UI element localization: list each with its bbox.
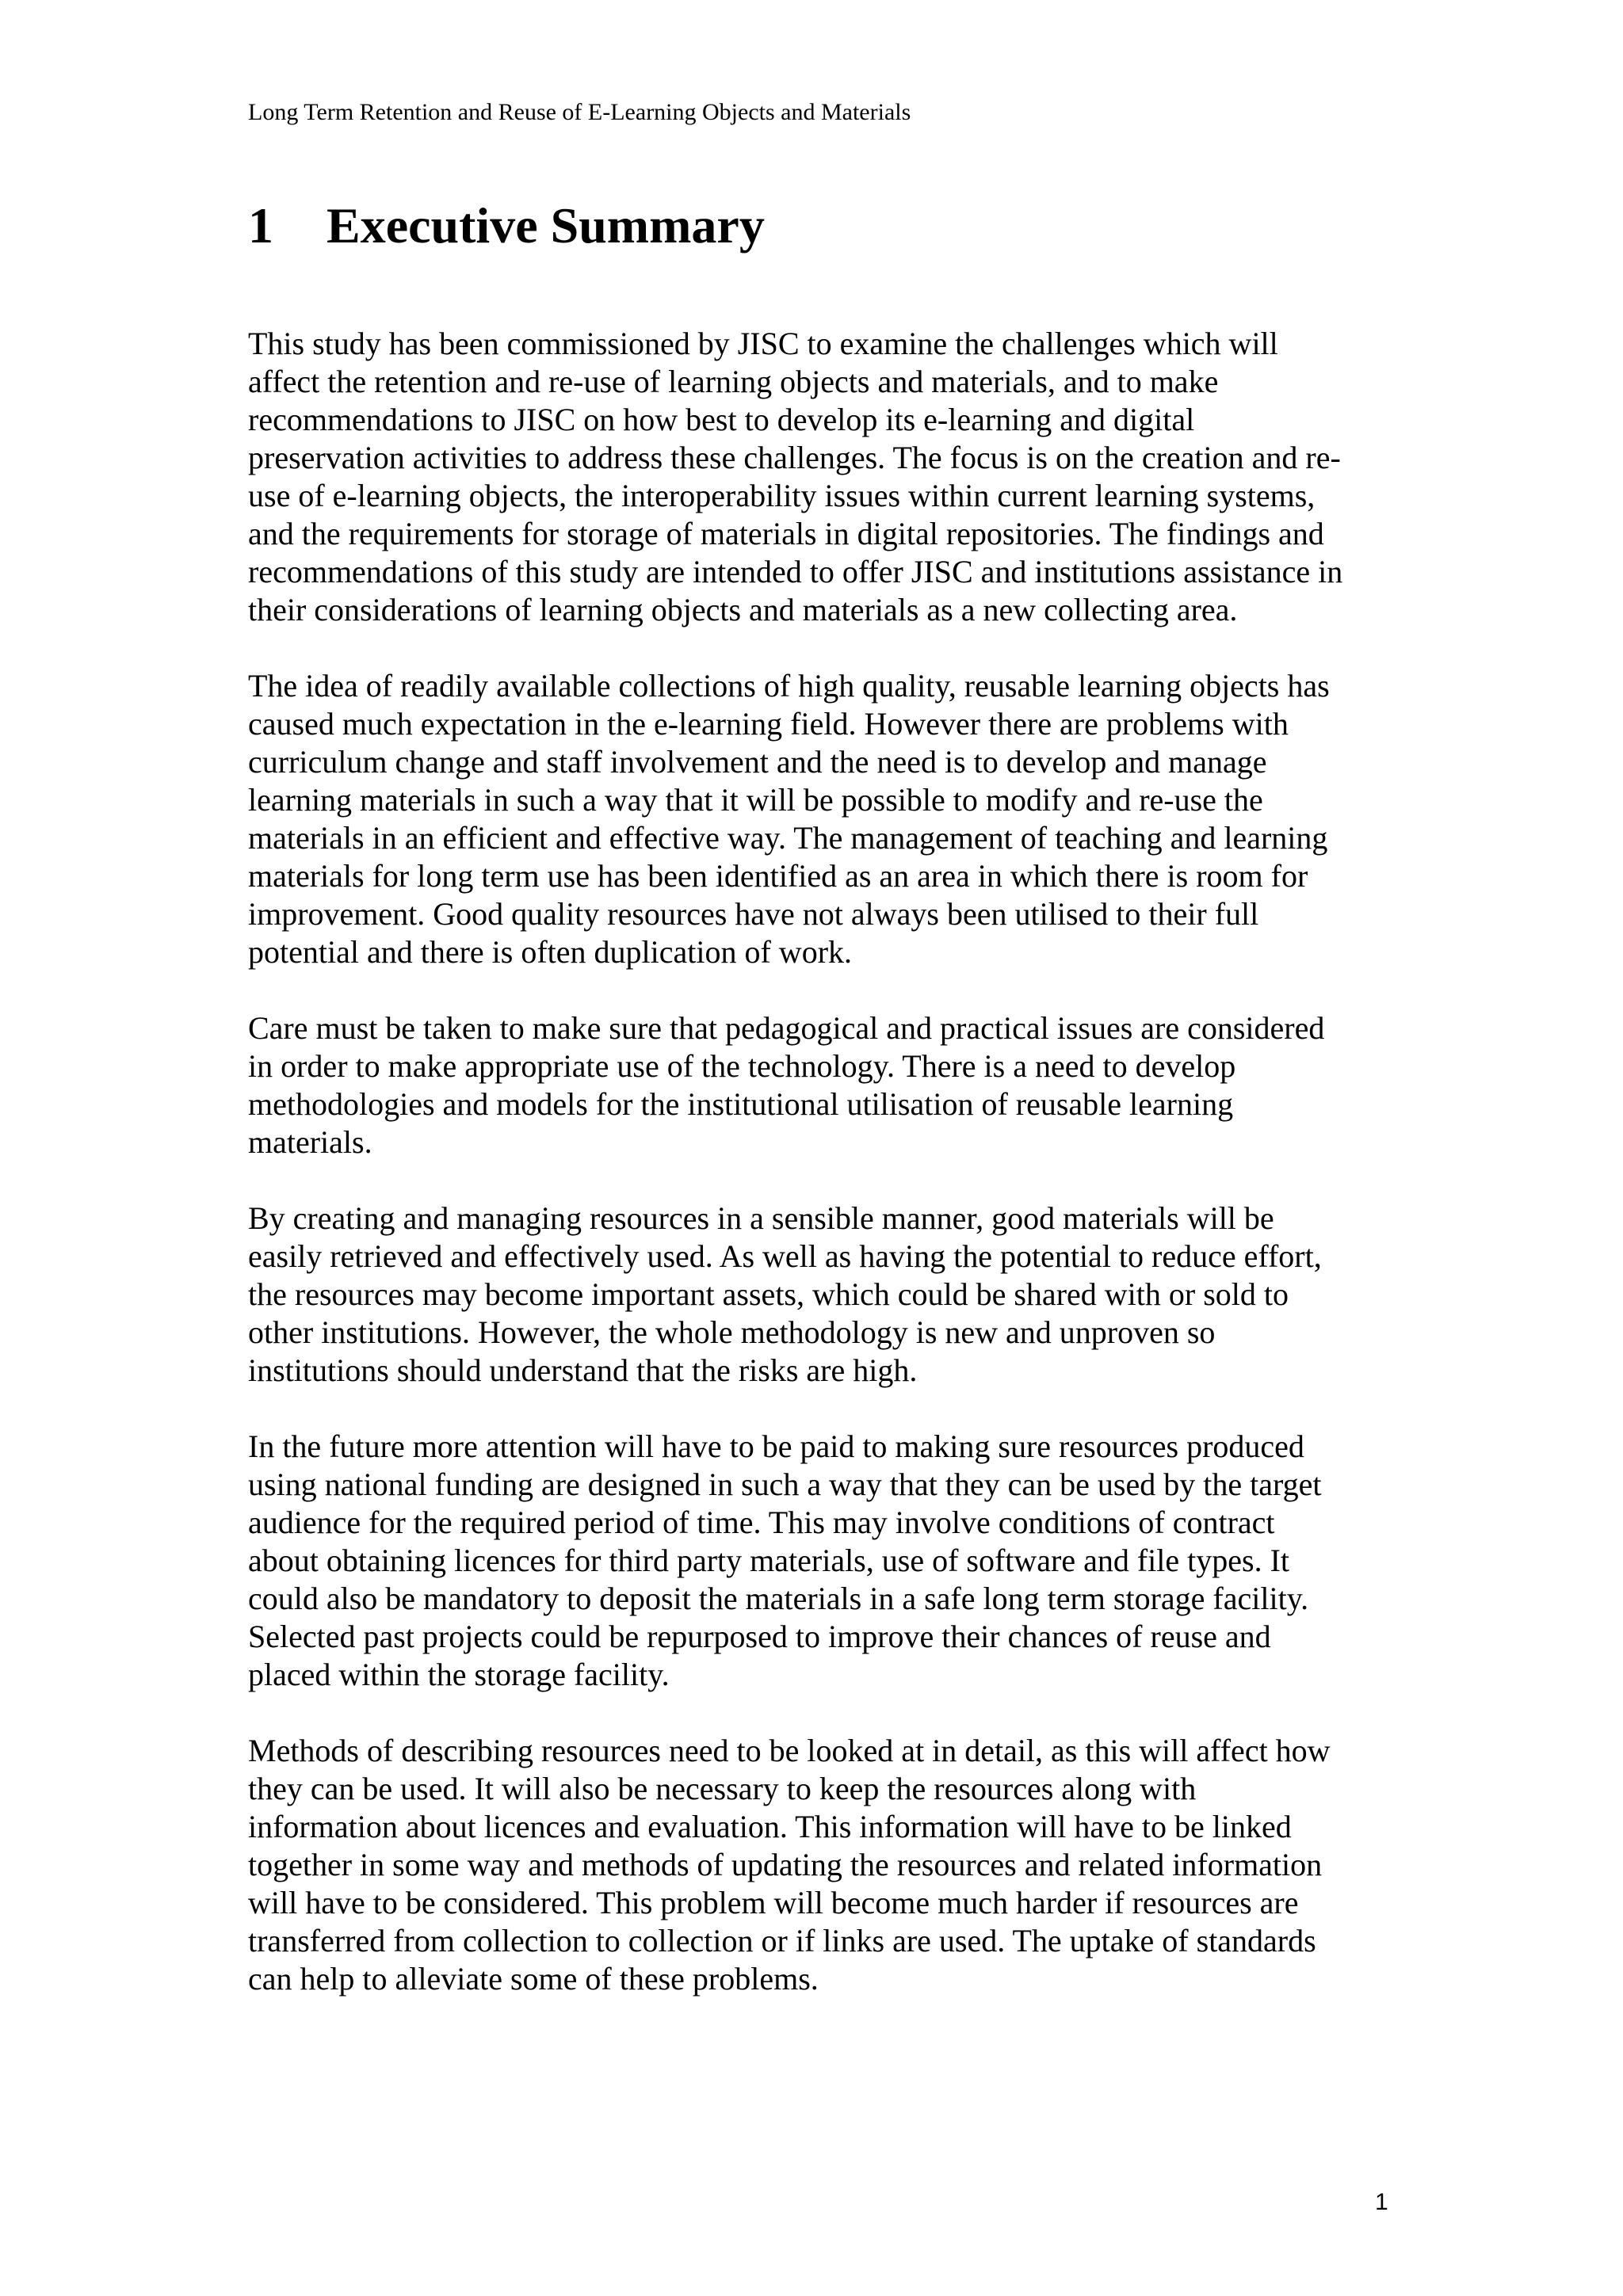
paragraph-line: placed within the storage facility. bbox=[248, 1657, 670, 1692]
paragraph-line: learning materials in such a way that it will be possible to modify and re-use the bbox=[248, 782, 1263, 818]
paragraph-line: other institutions. However, the whole methodology is new and unproven so bbox=[248, 1314, 1216, 1350]
paragraph-line: caused much expectation in the e-learning field. However there are problems with bbox=[248, 706, 1289, 742]
paragraph-line: materials in an efficient and effective way. The management of teaching and learning bbox=[248, 820, 1328, 856]
paragraph-line: could also be mandatory to deposit the materials in a safe long term storage facility. bbox=[248, 1581, 1309, 1616]
document-body bbox=[248, 325, 1405, 2036]
body-paragraph bbox=[248, 325, 1405, 629]
paragraph-line: curriculum change and staff involvement and the need is to develop and manage bbox=[248, 744, 1267, 780]
paragraph-line: audience for the required period of time. This may involve conditions of contract bbox=[248, 1505, 1275, 1540]
body-paragraph bbox=[248, 1199, 1405, 1390]
paragraph-line: materials for long term use has been identified as an area in which there is room for bbox=[248, 858, 1308, 894]
paragraph-line: easily retrieved and effectively used. As well as having the potential to reduce effort, bbox=[248, 1238, 1322, 1274]
body-paragraph bbox=[248, 667, 1405, 971]
paragraph-line: preservation activities to address these challenges. The focus is on the creation and re- bbox=[248, 440, 1341, 475]
paragraph-line: using national funding are designed in such a way that they can be used by the target bbox=[248, 1466, 1322, 1502]
paragraph-line: materials. bbox=[248, 1124, 372, 1160]
section-title: Executive Summary bbox=[327, 197, 765, 254]
paragraph-line: information about licences and evaluation. This information will have to be linked bbox=[248, 1809, 1292, 1844]
paragraph-line: the resources may become important assets, which could be shared with or sold to bbox=[248, 1276, 1289, 1312]
paragraph-line: and the requirements for storage of materials in digital repositories. The findings and bbox=[248, 516, 1324, 551]
paragraph-line: institutions should understand that the risks are high. bbox=[248, 1352, 918, 1388]
paragraph-line: recommendations to JISC on how best to develop its e-learning and digital bbox=[248, 402, 1195, 437]
paragraph-line: will have to be considered. This problem will become much harder if resources are bbox=[248, 1885, 1299, 1920]
paragraph-line: improvement. Good quality resources have not always been utilised to their full bbox=[248, 896, 1259, 932]
paragraph-line: Selected past projects could be repurposed to improve their chances of reuse and bbox=[248, 1619, 1271, 1654]
paragraph-line: By creating and managing resources in a sensible manner, good materials will be bbox=[248, 1200, 1274, 1236]
paragraph-line: together in some way and methods of updating the resources and related information bbox=[248, 1847, 1323, 1882]
paragraph-line: affect the retention and re-use of learning objects and materials, and to make bbox=[248, 364, 1219, 399]
paragraph-line: Care must be taken to make sure that pedagogical and practical issues are considered bbox=[248, 1010, 1325, 1046]
body-paragraph bbox=[248, 1428, 1405, 1694]
paragraph-line: in order to make appropriate use of the technology. There is a need to develop bbox=[248, 1048, 1236, 1084]
paragraph-line: about obtaining licences for third party materials, use of software and file types. It bbox=[248, 1543, 1290, 1578]
paragraph-line: Methods of describing resources need to be looked at in detail, as this will affect how bbox=[248, 1733, 1331, 1768]
running-header: Long Term Retention and Reuse of E-Learning Objects and Materials bbox=[248, 99, 911, 125]
paragraph-line: their considerations of learning objects and materials as a new collecting area. bbox=[248, 592, 1238, 627]
paragraph-line: The idea of readily available collections of high quality, reusable learning objects has bbox=[248, 668, 1330, 704]
page-number: 1 bbox=[1375, 2189, 1388, 2215]
paragraph-line: transferred from collection to collection or if links are used. The uptake of standards bbox=[248, 1923, 1316, 1958]
paragraph-line: This study has been commissioned by JISC to examine the challenges which will bbox=[248, 326, 1278, 361]
paragraph-line: In the future more attention will have to be paid to making sure resources produced bbox=[248, 1428, 1304, 1464]
paragraph-line: methodologies and models for the institutional utilisation of reusable learning bbox=[248, 1086, 1234, 1122]
section-heading bbox=[248, 194, 765, 257]
paragraph-line: recommendations of this study are intended to offer JISC and institutions assistance in bbox=[248, 554, 1343, 589]
body-paragraph bbox=[248, 1009, 1405, 1161]
section-number: 1 bbox=[248, 197, 273, 254]
paragraph-line: potential and there is often duplication of work. bbox=[248, 934, 853, 970]
paragraph-line: they can be used. It will also be necessary to keep the resources along with bbox=[248, 1771, 1197, 1806]
paragraph-line: use of e-learning objects, the interoperability issues within current learning systems, bbox=[248, 478, 1316, 513]
paragraph-line: can help to alleviate some of these problems. bbox=[248, 1961, 819, 1997]
body-paragraph bbox=[248, 1732, 1405, 1998]
